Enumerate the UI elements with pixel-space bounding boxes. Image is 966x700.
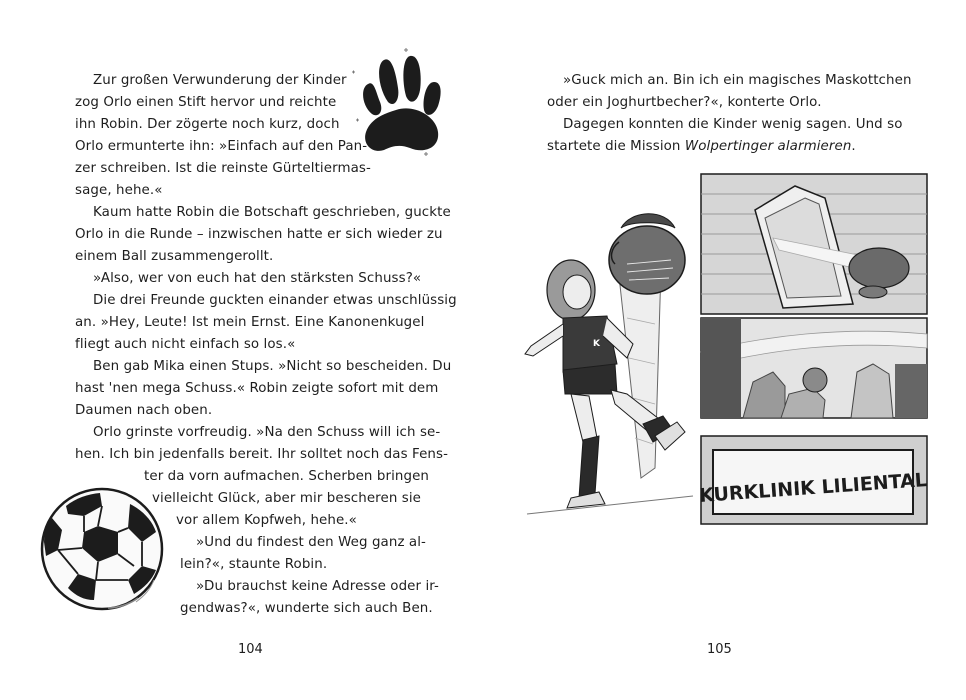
text-line: oder ein Joghurtbecher?«, konterte Orlo. — [547, 95, 822, 110]
right-page — [483, 0, 966, 700]
panel-window — [701, 174, 927, 314]
page-number: 105 — [707, 642, 732, 657]
text-line: Orlo grinste vorfreudig. »Na den Schuss will ich se- — [93, 425, 441, 440]
soccer-ball-illustration — [38, 484, 168, 614]
text-run: startete die Mission — [547, 139, 685, 154]
text-line: Orlo ermunterte ihn: »Einfach auf den Pan- — [75, 139, 368, 154]
text-line: ter da vorn aufmachen. Scherben bringen — [144, 469, 429, 484]
text-line: »Du brauchst keine Adresse oder ir- — [196, 579, 439, 594]
text-line — [547, 136, 856, 158]
text-line: vielleicht Glück, aber mir bescheren sie — [152, 491, 422, 506]
text-line: »Und du findest den Weg ganz al- — [196, 535, 426, 550]
text-line: sage, hehe.« — [75, 183, 163, 198]
text-run: . — [851, 139, 856, 154]
sign-text: KURKLINIK LILIENTAL — [698, 469, 928, 507]
text-line: fliegt auch nicht einfach so los.« — [75, 337, 296, 352]
text-line: Die drei Freunde guckten einander etwas unschlüssig — [93, 293, 457, 308]
comic-illustration — [523, 168, 943, 528]
text-line: Zur großen Verwunderung der Kinder — [93, 73, 347, 88]
panel-sign — [698, 436, 927, 524]
text-line: Kaum hatte Robin die Botschaft geschrieben, guckte — [93, 205, 451, 220]
text-line: »Guck mich an. Bin ich ein magisches Maskottchen — [563, 73, 912, 88]
text-line: zog Orlo einen Stift hervor und reichte — [75, 95, 337, 110]
text-line: ihn Robin. Der zögerte noch kurz, doch — [75, 117, 340, 132]
jersey-letter: K — [593, 339, 600, 349]
armadillo-ball — [609, 214, 685, 294]
panel-town — [701, 318, 927, 418]
text-line: hast 'nen mega Schuss.« Robin zeigte sofort mit dem — [75, 381, 439, 396]
text-line: einem Ball zusammengerollt. — [75, 249, 274, 264]
text-line: lein?«, staunte Robin. — [180, 557, 328, 572]
text-line: Dagegen konnten die Kinder wenig sagen. Und so — [563, 117, 903, 132]
mission-name: Wolpertinger alarmieren — [684, 139, 852, 154]
girl-kicking — [525, 260, 693, 514]
page-number: 104 — [238, 642, 263, 657]
text-line: gendwas?«, wunderte sich auch Ben. — [180, 601, 433, 616]
text-line: »Also, wer von euch hat den stärksten Schuss?« — [93, 271, 422, 286]
text-line: Daumen nach oben. — [75, 403, 213, 418]
text-line: zer schreiben. Ist die reinste Gürteltiermas- — [75, 161, 371, 176]
text-line: Orlo in die Runde – inzwischen hatte er sich wieder zu — [75, 227, 443, 242]
text-line: Ben gab Mika einen Stups. »Nicht so bescheiden. Du — [93, 359, 452, 374]
text-line: an. »Hey, Leute! Ist mein Ernst. Eine Kanonenkugel — [75, 315, 425, 330]
text-line: hen. Ich bin jedenfalls bereit. Ihr solltet noch das Fens- — [75, 447, 449, 462]
text-line: vor allem Kopfweh, hehe.« — [176, 513, 357, 528]
